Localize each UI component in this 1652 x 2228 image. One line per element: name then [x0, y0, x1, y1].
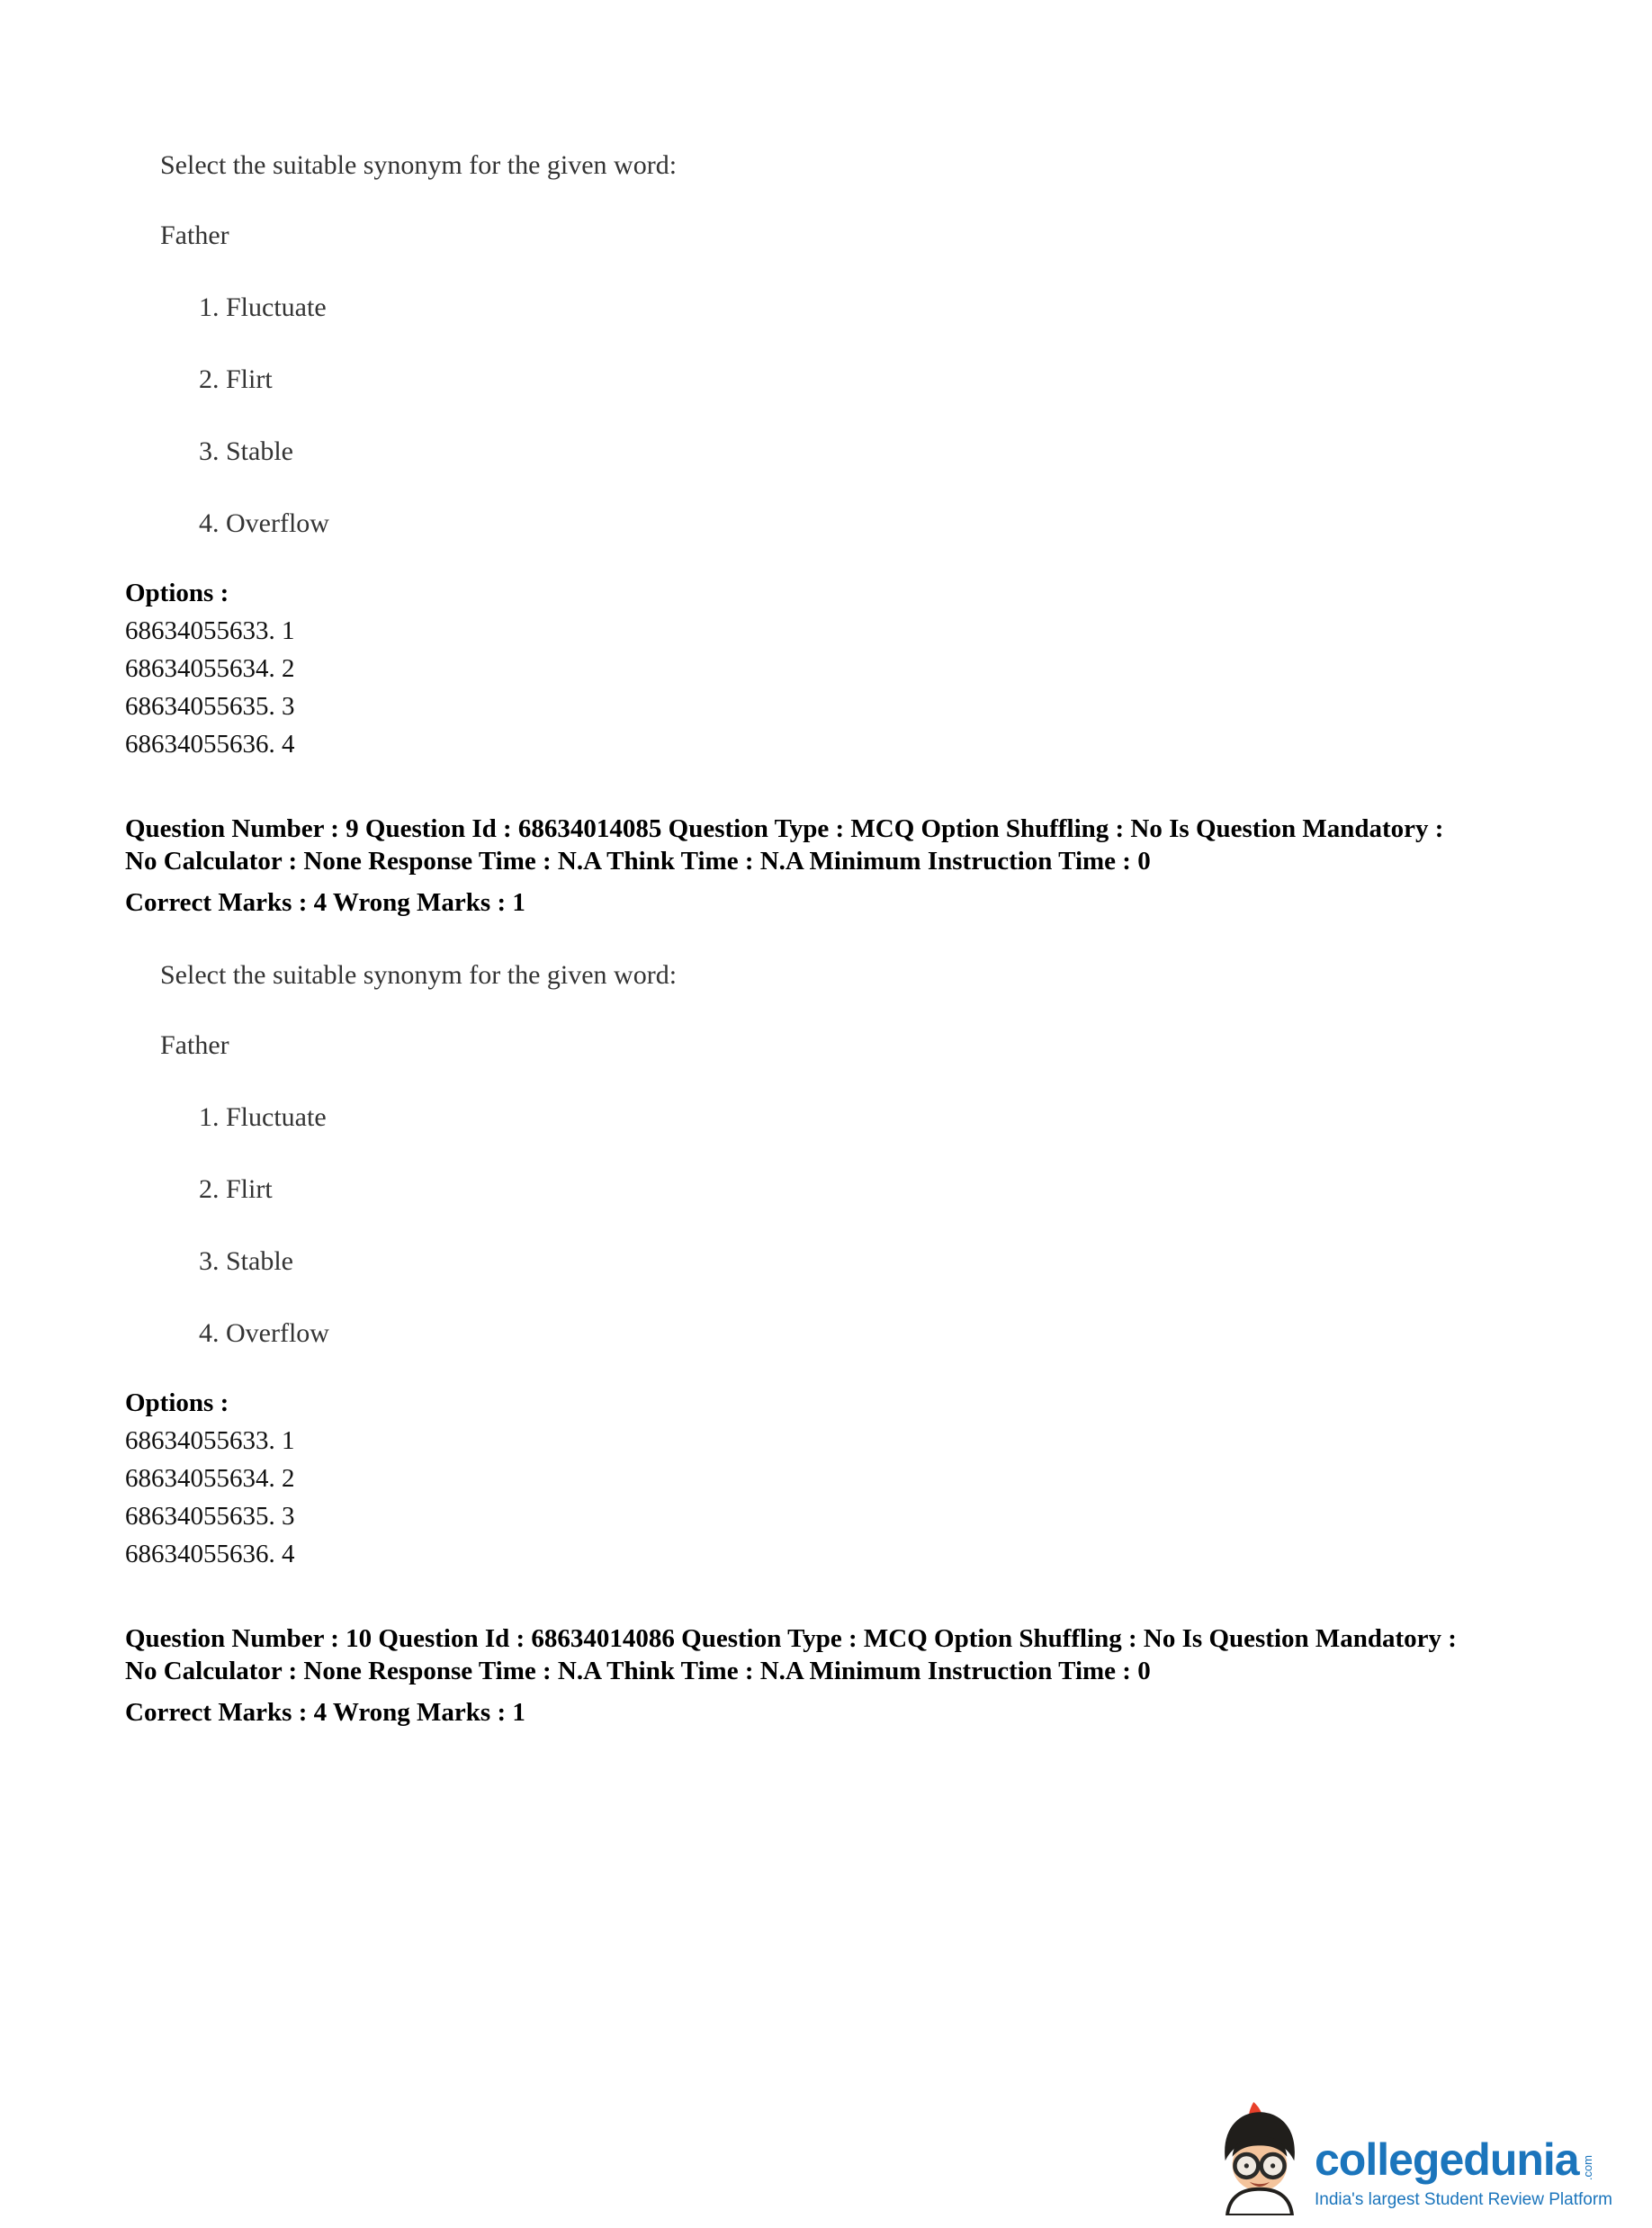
brand-tagline: India's largest Student Review Platform [1314, 2190, 1612, 2209]
meta-line: No Calculator : None Response Time : N.A Think Time : N.A Minimum Instruction Time : 0 [125, 847, 1151, 876]
question-10-meta [125, 1623, 1565, 1729]
question-prompt: Select the suitable synonym for the given word: [160, 150, 678, 180]
choice-item: 2. Flirt [199, 364, 273, 394]
marks-line: Correct Marks : 4 Wrong Marks : 1 [125, 1698, 525, 1728]
brand-text: collegedunia [1314, 2134, 1579, 2185]
choice-item: 3. Stable [199, 1246, 293, 1277]
brand-domain: .com [1580, 2154, 1594, 2180]
question-9-meta [125, 813, 1565, 920]
brand-block [1314, 2134, 1612, 2215]
choice-item: 4. Overflow [199, 508, 329, 538]
option-id-line: 68634055634. 2 [125, 1464, 295, 1494]
question-block-prev [125, 149, 1565, 763]
meta-line: Question Number : 10 Question Id : 68634014086 Question Type : MCQ Option Shuffling : No Is Question Mandatory : [125, 1624, 1457, 1654]
choice-item: 1. Fluctuate [199, 292, 327, 322]
option-id-line: 68634055636. 4 [125, 1540, 295, 1569]
option-id-line: 68634055636. 4 [125, 730, 295, 759]
choice-item: 4. Overflow [199, 1318, 329, 1349]
options-block [125, 1384, 1565, 1573]
option-id-line: 68634055633. 1 [125, 616, 295, 646]
choice-item: 2. Flirt [199, 1174, 273, 1205]
choice-item: 1. Fluctuate [199, 1102, 327, 1133]
option-id-line: 68634055633. 1 [125, 1426, 295, 1456]
marks-line: Correct Marks : 4 Wrong Marks : 1 [125, 888, 525, 918]
question-word: Father [160, 220, 229, 250]
question-9-block [125, 959, 1565, 1573]
collegedunia-logo [1212, 2102, 1612, 2215]
question-word: Father [160, 1030, 229, 1061]
meta-line: Question Number : 9 Question Id : 68634014085 Question Type : MCQ Option Shuffling : No Is Question Mandatory : [125, 814, 1444, 844]
option-id-line: 68634055635. 3 [125, 1502, 295, 1532]
options-label: Options : [125, 1388, 229, 1418]
option-id-line: 68634055634. 2 [125, 654, 295, 684]
options-block [125, 574, 1565, 763]
choice-item: 3. Stable [199, 436, 293, 466]
options-label: Options : [125, 579, 229, 607]
page-content [125, 149, 1565, 1729]
option-id-line: 68634055635. 3 [125, 692, 295, 722]
meta-line: No Calculator : None Response Time : N.A Think Time : N.A Minimum Instruction Time : 0 [125, 1657, 1151, 1686]
question-prompt: Select the suitable synonym for the given word: [160, 960, 678, 991]
collegedunia-mascot-icon [1212, 2102, 1307, 2215]
